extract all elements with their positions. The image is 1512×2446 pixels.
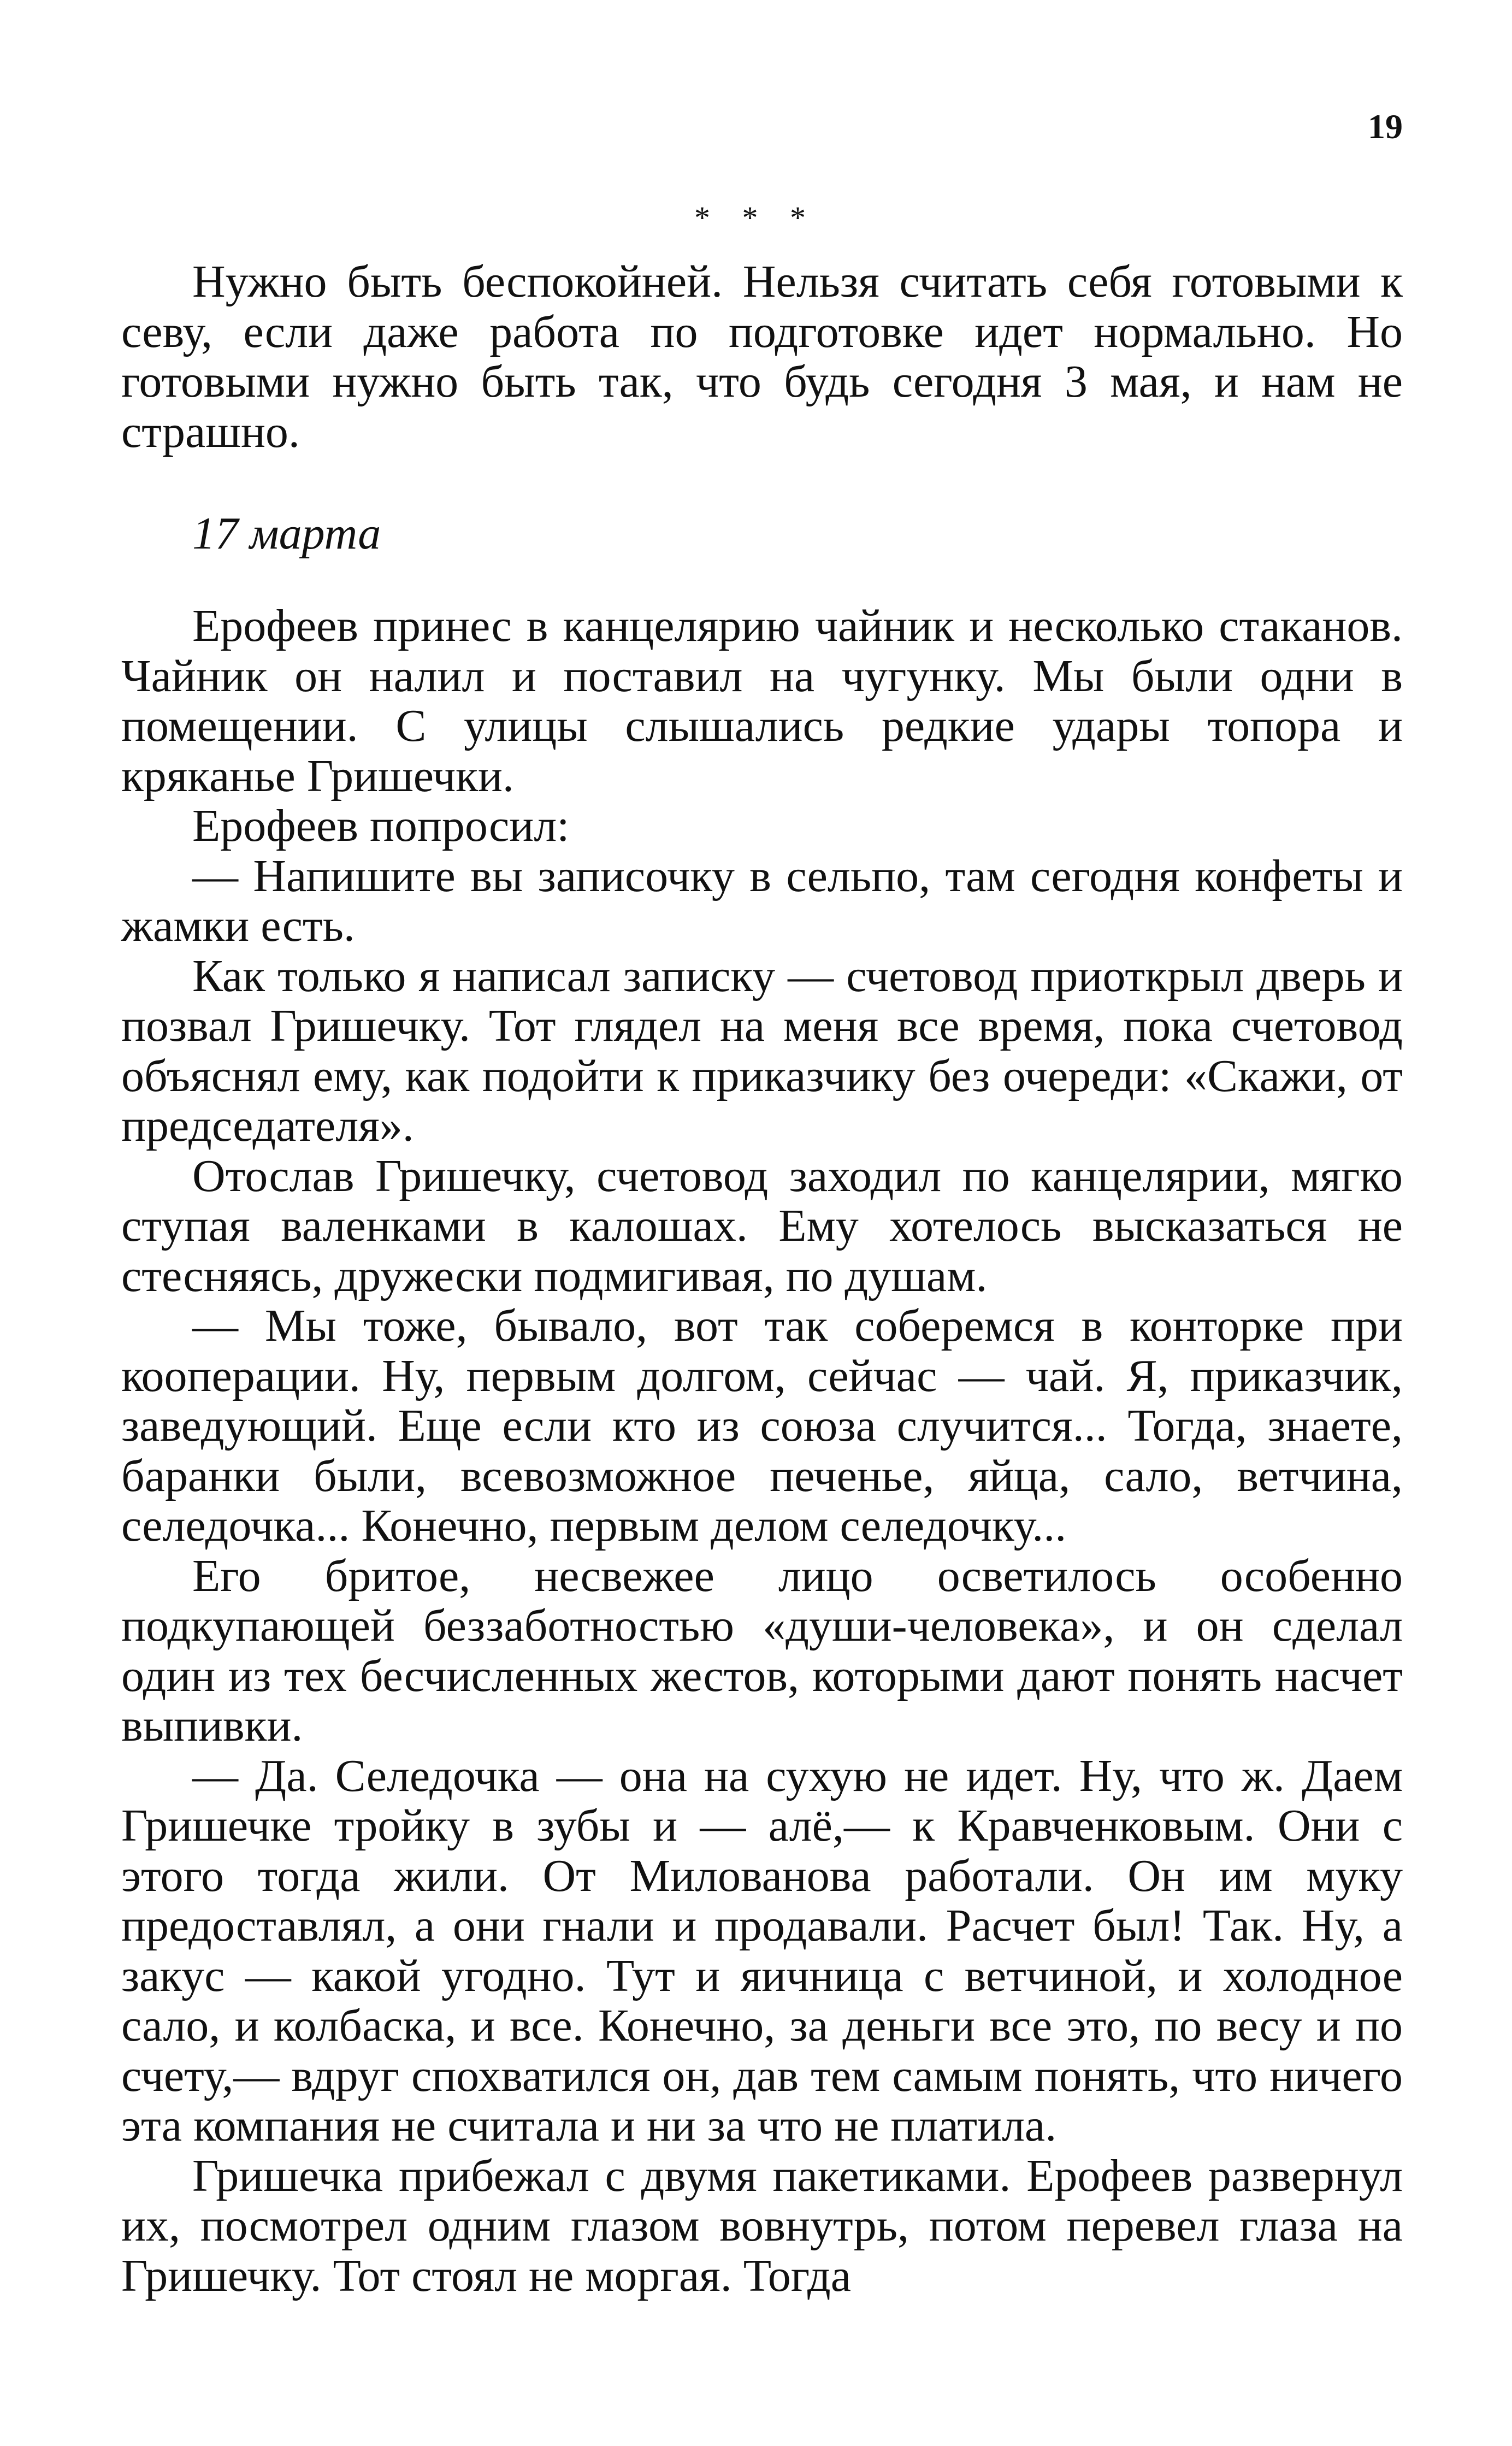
- date-heading: 17 марта: [192, 508, 381, 559]
- paragraph: — Мы тоже, бывало, вот так соберемся в конторке при кооперации. Ну, первым долгом, сейчас — чай. Я, приказчик, заведующий. Еще если кто из союза случится... Тогда, знаете, баранки были, всевозможное печенье, яйца, сало, ветчина, селедочка... Конечно, первым делом селедочку...: [121, 1300, 1403, 1551]
- intro-text: [121, 257, 1403, 457]
- paragraph: Ерофеев попросил:: [192, 800, 570, 851]
- paragraph: Как только я написал записку — счетовод приоткрыл дверь и позвал Гришечку. Тот глядел на меня все время, пока счетовод объяснял ему, как подойти к приказчику без очереди: «Скажи, от председателя».: [121, 950, 1403, 1151]
- paragraph: Ерофеев принес в канцелярию чайник и несколько стаканов. Чайник он налил и поставил на чугунку. Мы были одни в помещении. С улицы слышались редкие удары топора и кряканье Гришечки.: [121, 600, 1403, 801]
- paragraph: Гришечка прибежал с двумя пакетиками. Ерофеев развернул их, посмотрел одним глазом вовнутрь, потом перевел глаза на Гришечку. Тот стоял не моргая. Тогда: [121, 2150, 1403, 2301]
- paragraph: — Напишите вы записочку в сельпо, там сегодня конфеты и жамки есть.: [121, 850, 1403, 951]
- paragraph: Нужно быть беспокойней. Нельзя считать себя готовыми к севу, если даже работа по подготовке идет нормально. Но готовыми нужно быть так, что будь сегодня 3 мая, и нам не страшно.: [121, 256, 1403, 457]
- paragraph: Его бритое, несвежее лицо осветилось особенно подкупающей беззаботностью «души-человека», и он сделал один из тех бесчисленных жестов, которыми дают понять насчет выпивки.: [121, 1550, 1403, 1751]
- paragraph: — Да. Селедочка — она на сухую не идет. Ну, что ж. Даем Гришечке тройку в зубы и — алё,— к Кравченковым. Они с этого тогда жили. От Милованова работали. Он им муку предоставлял, а они гнали и продавали. Расчет был! Так. Ну, а закус — какой угодно. Тут и яичница с ветчиной, и холодное сало, и колбаска, и все. Конечно, за деньги все это, по весу и по счету,— вдруг спохватился он, дав тем самым понять, что ничего эта компания не считала и ни за что не платила.: [121, 1750, 1403, 2151]
- entry-text: [121, 601, 1403, 2301]
- paragraph: Отослав Гришечку, счетовод заходил по канцелярии, мягко ступая валенками в калошах. Ему хотелось высказаться не стесняясь, дружески подмигивая, по душам.: [121, 1150, 1403, 1301]
- section-separator: * * *: [694, 200, 818, 235]
- page-number: 19: [1368, 107, 1403, 146]
